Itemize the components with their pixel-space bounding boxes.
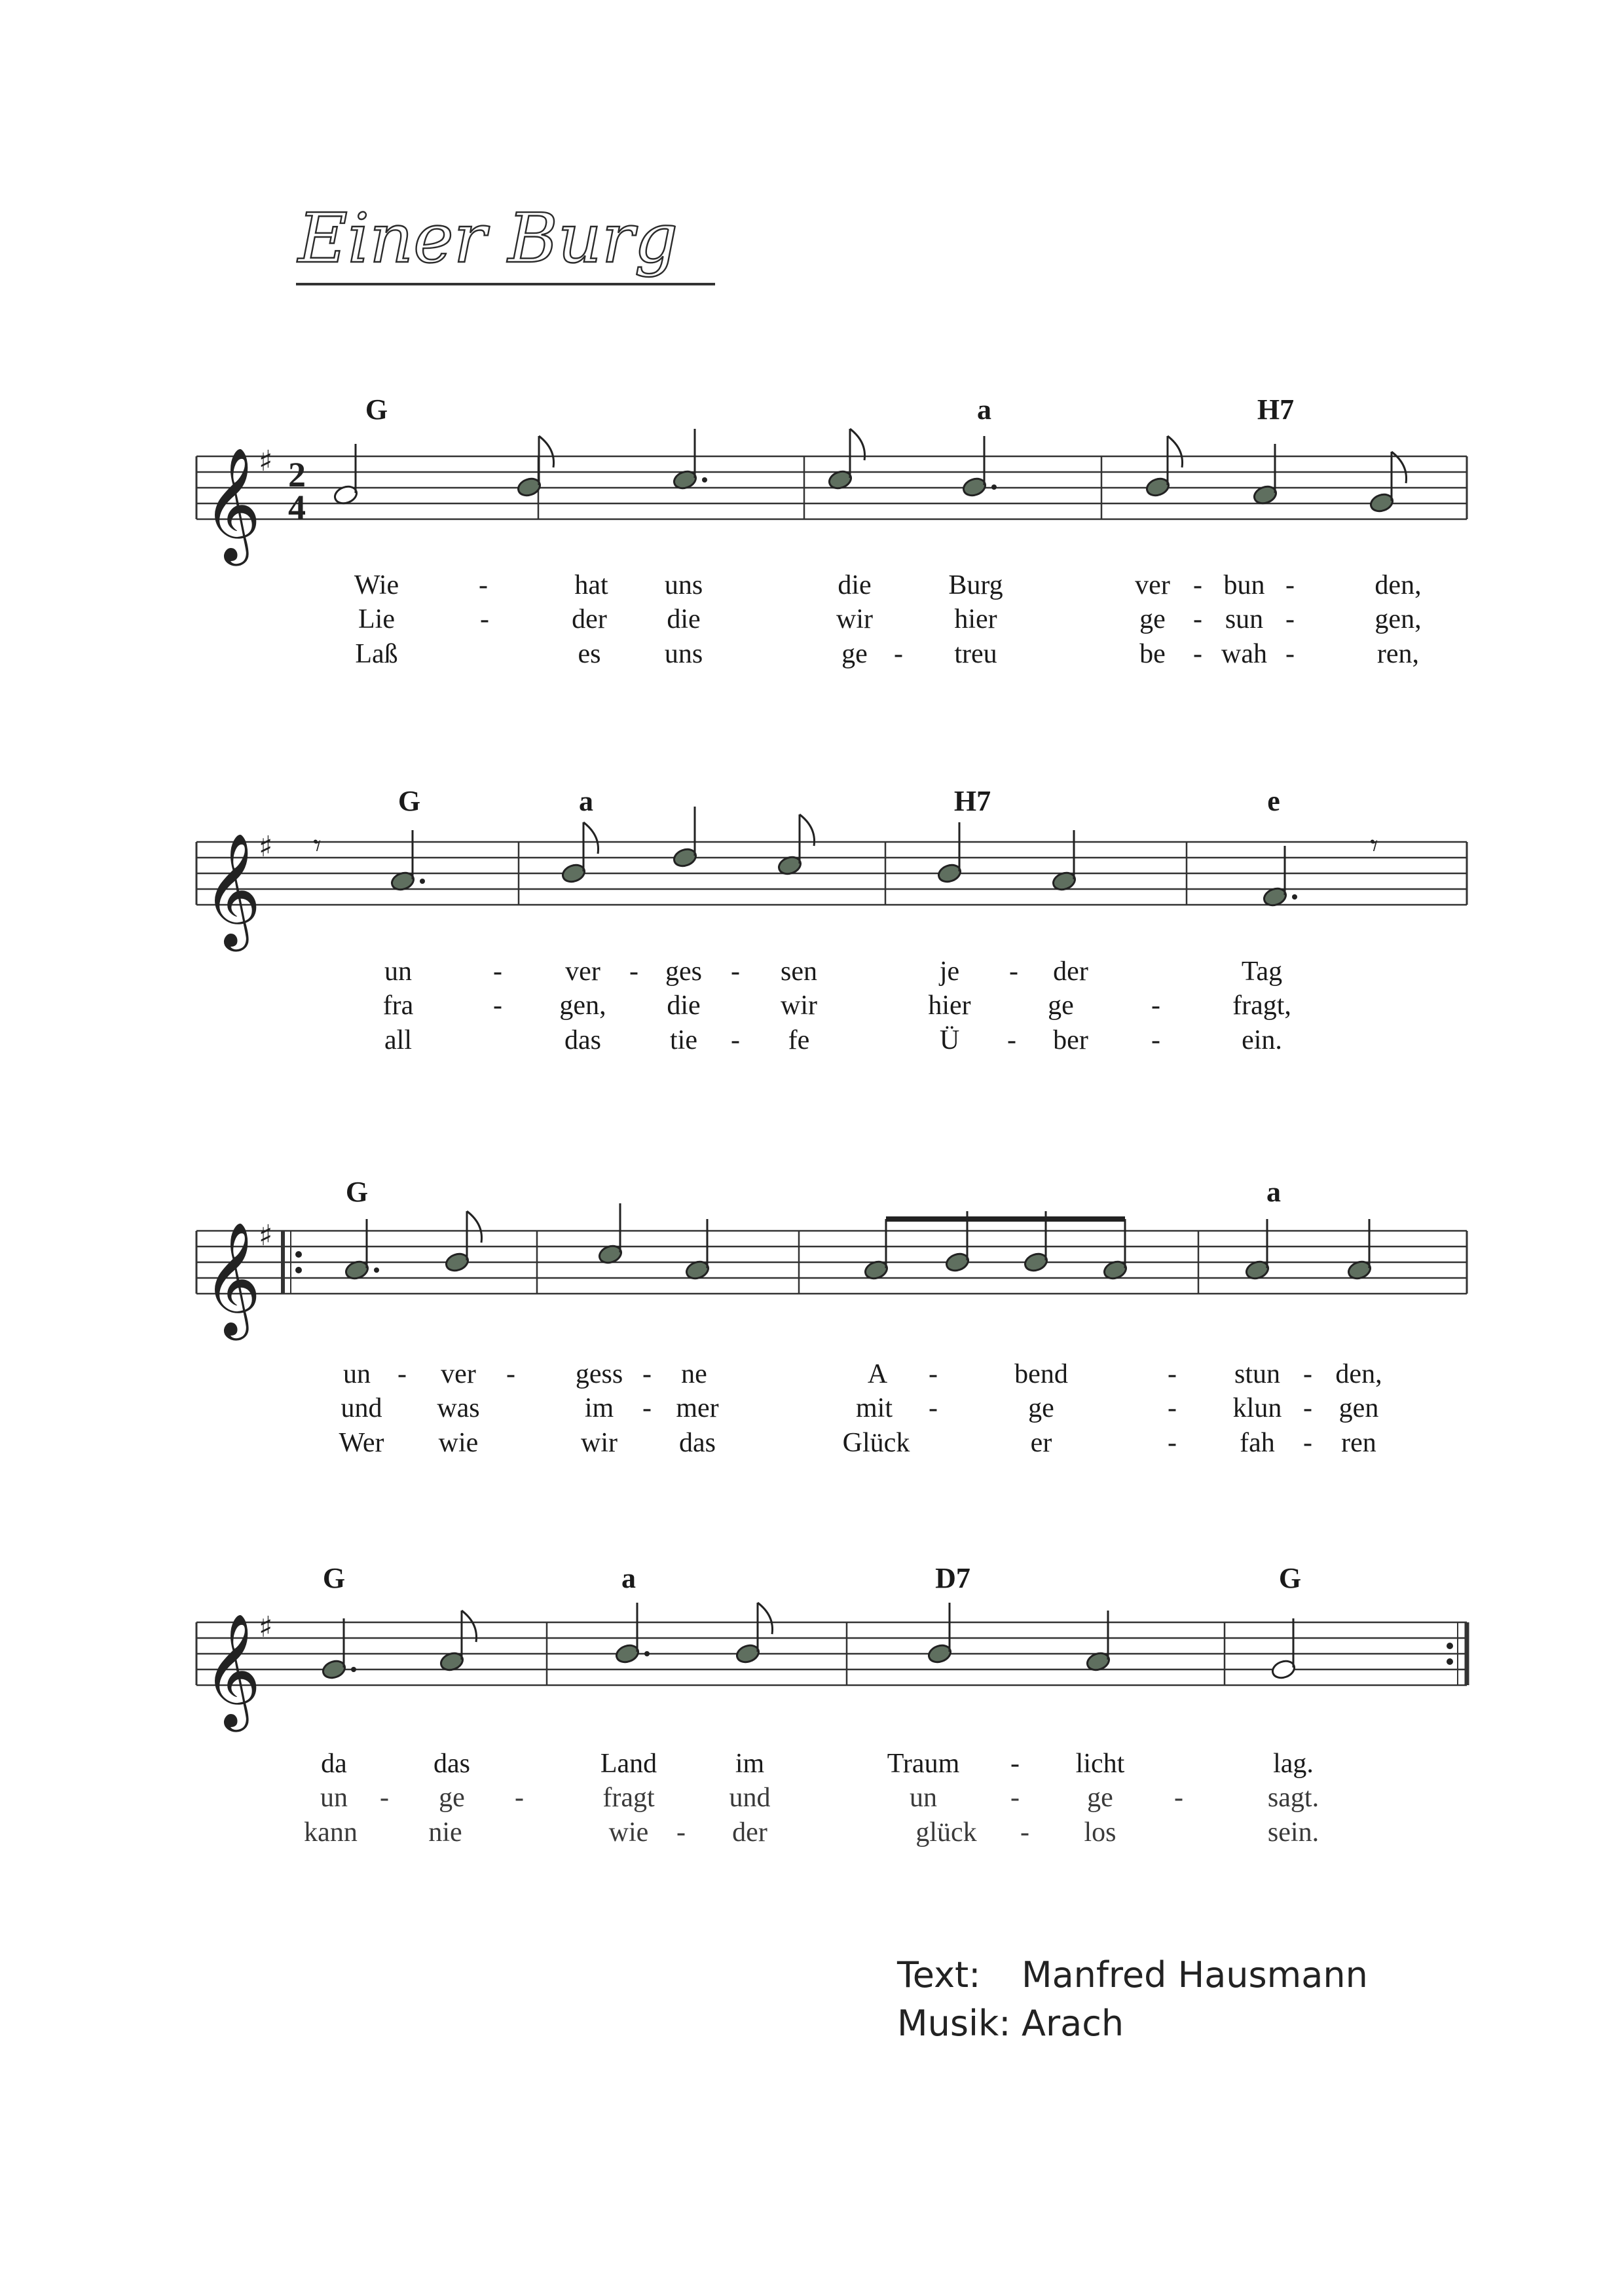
- lyric-syllable: die: [667, 604, 701, 634]
- treble-clef: 𝄞: [203, 1222, 261, 1336]
- music-credit: [897, 1999, 1368, 2048]
- lyric-hyphen: -: [731, 957, 740, 987]
- treble-clef: 𝄞: [203, 833, 261, 947]
- lyric-hyphen: -: [1193, 639, 1202, 669]
- lyric-hyphen: -: [1007, 1025, 1016, 1055]
- staff-system-1: [196, 429, 1467, 566]
- lyric-syllable: fe: [788, 1025, 810, 1055]
- lyric-syllable: licht: [1075, 1749, 1125, 1779]
- lyric-syllable: hier: [928, 991, 971, 1021]
- lyric-hyphen: -: [1303, 1393, 1312, 1423]
- lyric-syllable: die: [838, 570, 872, 600]
- lyric-syllable: der: [732, 1817, 767, 1848]
- lyric-hyphen: -: [1168, 1359, 1177, 1389]
- lyric-hyphen: -: [493, 957, 502, 987]
- chord-symbol: G: [1278, 1562, 1302, 1594]
- lyric-syllable: un: [320, 1783, 348, 1813]
- lyric-syllable: wie: [438, 1428, 479, 1458]
- repeat-dot: [295, 1251, 302, 1258]
- lyric-hyphen: -: [894, 639, 903, 669]
- lyric-syllable: ver: [441, 1359, 476, 1389]
- lyric-syllable: das: [679, 1428, 716, 1458]
- lyric-syllable: bun: [1223, 570, 1265, 600]
- note-flag: [467, 1211, 482, 1243]
- note-flag: [758, 1603, 773, 1634]
- lyric-syllable: wir: [836, 604, 873, 634]
- lyric-syllable: der: [572, 604, 607, 634]
- lyric-syllable: da: [321, 1749, 347, 1779]
- chord-symbol: G: [345, 1176, 369, 1208]
- lyric-hyphen: -: [380, 1783, 389, 1813]
- lyric-syllable: Tag: [1241, 957, 1283, 987]
- chord-symbol: e: [1267, 785, 1280, 817]
- chord-symbol: a: [1266, 1176, 1281, 1208]
- lyric-syllable: gess: [575, 1359, 623, 1389]
- lyric-syllable: ge: [1028, 1393, 1054, 1423]
- lyric-hyphen: -: [480, 604, 489, 634]
- lyric-hyphen: -: [515, 1783, 524, 1813]
- lyric-syllable: Land: [600, 1749, 657, 1779]
- lyric-syllable: gen,: [1375, 604, 1422, 634]
- lyric-syllable: sen: [781, 957, 817, 987]
- eighth-rest: 𝄾: [1370, 828, 1378, 864]
- lyric-syllable: mer: [676, 1393, 719, 1423]
- lyric-syllable: der: [1053, 957, 1088, 987]
- lyric-syllable: was: [437, 1393, 480, 1423]
- lyric-syllable: Glück: [842, 1428, 910, 1458]
- dot: [1292, 894, 1297, 900]
- lyric-syllable: nie: [428, 1817, 462, 1848]
- lyric-hyphen: -: [1168, 1428, 1177, 1458]
- lyric-syllable: die: [667, 991, 701, 1021]
- lyric-syllable: ge: [1087, 1783, 1113, 1813]
- lyric-syllable: ren: [1341, 1428, 1376, 1458]
- dot: [351, 1667, 356, 1672]
- chord-symbol: D7: [935, 1562, 970, 1594]
- lyric-syllable: ne: [681, 1359, 707, 1389]
- repeat-dot: [1447, 1643, 1453, 1649]
- lyric-syllable: be: [1139, 639, 1166, 669]
- lyric-hyphen: -: [1193, 570, 1202, 600]
- text-author: Manfred Hausmann: [1022, 1954, 1368, 1995]
- chord-symbol: H7: [1257, 393, 1295, 426]
- lyric-hyphen: -: [1010, 1749, 1020, 1779]
- lyric-syllable: hat: [574, 570, 608, 600]
- lyric-hyphen: -: [1151, 991, 1160, 1021]
- lyric-syllable: sagt.: [1267, 1783, 1320, 1813]
- lyric-hyphen: -: [929, 1393, 938, 1423]
- lyric-syllable: tie: [670, 1025, 697, 1055]
- lyric-hyphen: -: [629, 957, 638, 987]
- lyric-hyphen: -: [1285, 570, 1295, 600]
- dot: [644, 1651, 650, 1656]
- dot: [420, 879, 425, 884]
- lyric-syllable: mit: [855, 1393, 893, 1423]
- lyric-syllable: das: [564, 1025, 601, 1055]
- lyric-syllable: sun: [1225, 604, 1264, 634]
- music-label: Musik:: [897, 2003, 1011, 2044]
- lyric-syllable: ge: [841, 639, 868, 669]
- text-label: Text:: [897, 1954, 981, 1995]
- lyric-syllable: ge: [439, 1783, 465, 1813]
- lyric-syllable: lag.: [1273, 1749, 1314, 1779]
- lyric-syllable: ren,: [1376, 639, 1420, 669]
- lyric-syllable: Wie: [354, 570, 399, 600]
- lyric-syllable: glück: [915, 1817, 977, 1848]
- lyric-syllable: ge: [1139, 604, 1166, 634]
- dot: [702, 477, 707, 483]
- lyric-hyphen: -: [642, 1359, 652, 1389]
- chord-symbol: G: [322, 1562, 346, 1594]
- lyric-syllable: das: [434, 1749, 470, 1779]
- lyric-hyphen: -: [1285, 639, 1295, 669]
- lyric-hyphen: -: [1009, 957, 1018, 987]
- lyric-hyphen: -: [1285, 604, 1295, 634]
- lyric-syllable: gen,: [559, 991, 606, 1021]
- key-signature-sharp: ♯: [259, 1219, 273, 1252]
- lyric-syllable: bend: [1014, 1359, 1068, 1389]
- lyric-syllable: sein.: [1267, 1817, 1320, 1848]
- lyric-hyphen: -: [1193, 604, 1202, 634]
- chord-symbol: a: [977, 393, 991, 426]
- lyric-syllable: und: [341, 1393, 382, 1423]
- repeat-dot: [1447, 1658, 1453, 1665]
- text-credit: [897, 1951, 1368, 1999]
- lyric-hyphen: -: [479, 570, 488, 600]
- lyric-syllable: Burg: [948, 570, 1003, 600]
- lyric-syllable: fra: [382, 991, 414, 1021]
- lyric-hyphen: -: [1174, 1783, 1183, 1813]
- lyric-syllable: Lie: [358, 604, 395, 634]
- lyric-syllable: ein.: [1242, 1025, 1282, 1055]
- lyric-syllable: ge: [1048, 991, 1074, 1021]
- lyric-syllable: er: [1030, 1428, 1052, 1458]
- chord-symbol: a: [579, 785, 593, 817]
- lyric-syllable: im: [584, 1393, 614, 1423]
- music-author: Arach: [1022, 2003, 1124, 2044]
- lyric-syllable: all: [384, 1025, 412, 1055]
- lyric-hyphen: -: [1151, 1025, 1160, 1055]
- lyric-syllable: kann: [304, 1817, 358, 1848]
- eighth-rest: 𝄾: [313, 828, 322, 864]
- repeat-dot: [295, 1267, 302, 1273]
- time-signature-top: 2: [288, 455, 306, 494]
- lyric-syllable: un: [910, 1783, 937, 1813]
- lyric-syllable: un: [384, 957, 412, 987]
- lyric-syllable: fragt,: [1232, 991, 1291, 1021]
- note-flag: [583, 822, 599, 854]
- credits: [897, 1951, 1368, 2048]
- lyric-syllable: fah: [1240, 1428, 1275, 1458]
- chord-symbol: H7: [953, 785, 991, 817]
- lyric-syllable: treu: [954, 639, 997, 669]
- treble-clef: 𝄞: [203, 447, 261, 561]
- key-signature-sharp: ♯: [259, 830, 273, 864]
- chord-symbol: a: [621, 1562, 636, 1594]
- lyric-hyphen: -: [506, 1359, 515, 1389]
- treble-clef: 𝄞: [203, 1613, 261, 1727]
- lyric-hyphen: -: [1303, 1428, 1312, 1458]
- lyric-syllable: wie: [608, 1817, 649, 1848]
- lyric-syllable: Traum: [887, 1749, 960, 1779]
- note-flag: [539, 436, 554, 467]
- key-signature-sharp: ♯: [259, 1611, 273, 1644]
- lyric-syllable: uns: [664, 570, 703, 600]
- chord-symbol: G: [365, 393, 388, 426]
- lyric-syllable: wir: [581, 1428, 618, 1458]
- lyric-syllable: un: [343, 1359, 371, 1389]
- lyric-hyphen: -: [397, 1359, 407, 1389]
- lyric-syllable: und: [729, 1783, 771, 1813]
- lyric-syllable: klun: [1232, 1393, 1282, 1423]
- lyric-syllable: ges: [665, 957, 702, 987]
- note-flag: [1168, 436, 1183, 467]
- staff-system-2: [196, 807, 1467, 952]
- lyric-syllable: los: [1084, 1817, 1116, 1848]
- lyric-syllable: den,: [1335, 1359, 1382, 1389]
- lyric-hyphen: -: [1168, 1393, 1177, 1423]
- lyric-syllable: Laß: [355, 639, 398, 669]
- lyric-syllable: fragt: [602, 1783, 655, 1813]
- lyric-hyphen: -: [1010, 1783, 1020, 1813]
- lyric-syllable: wah: [1221, 639, 1267, 669]
- dot: [374, 1267, 379, 1273]
- lyric-syllable: Ü: [939, 1025, 960, 1055]
- time-signature-bottom: 4: [288, 488, 306, 527]
- lyric-syllable: es: [578, 639, 601, 669]
- lyric-syllable: ver: [565, 957, 600, 987]
- lyric-hyphen: -: [731, 1025, 740, 1055]
- lyric-hyphen: -: [1020, 1817, 1029, 1848]
- lyric-syllable: ver: [1135, 570, 1170, 600]
- staff-system-3: [196, 1203, 1467, 1341]
- chord-symbol: G: [397, 785, 421, 817]
- lyric-syllable: A: [867, 1359, 888, 1389]
- lyric-syllable: den,: [1375, 570, 1422, 600]
- key-signature-sharp: ♯: [259, 445, 273, 478]
- lyric-hyphen: -: [1303, 1359, 1312, 1389]
- lyric-syllable: hier: [954, 604, 997, 634]
- dot: [991, 484, 997, 490]
- lyric-syllable: gen: [1338, 1393, 1379, 1423]
- lyric-syllable: je: [939, 957, 960, 987]
- lyric-hyphen: -: [642, 1393, 652, 1423]
- lyric-syllable: stun: [1234, 1359, 1281, 1389]
- lyric-syllable: im: [735, 1749, 765, 1779]
- lyric-hyphen: -: [493, 991, 502, 1021]
- lyric-syllable: wir: [781, 991, 817, 1021]
- lyric-syllable: uns: [664, 639, 703, 669]
- lyric-syllable: ber: [1053, 1025, 1088, 1055]
- lyric-hyphen: -: [929, 1359, 938, 1389]
- lyric-syllable: Wer: [339, 1428, 384, 1458]
- staff-system-4: [196, 1603, 1467, 1732]
- song-title-text: Einer Burg: [298, 198, 678, 278]
- lyric-hyphen: -: [676, 1817, 686, 1848]
